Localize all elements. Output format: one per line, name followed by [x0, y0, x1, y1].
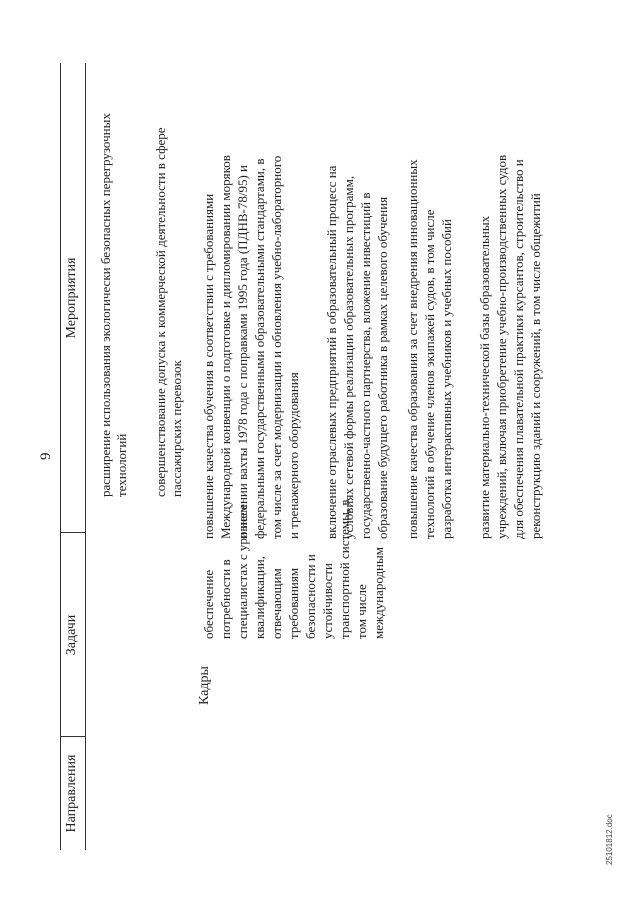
- measure-line: технологий: [114, 433, 129, 497]
- direction-cell: Кадры: [197, 666, 212, 705]
- task-line: требованиям: [286, 567, 301, 639]
- measure-line: и несении вахты 1978 года с поправками 1995 года (ПДНВ-78/95) и: [235, 165, 250, 539]
- measure-line: развитие материально-технической базы образовательных: [477, 215, 492, 539]
- task-line: безопасности и: [303, 554, 318, 639]
- measure-line: для обеспечения плавательной практики курсантов, строительство и: [511, 159, 526, 539]
- task-line: транспортной системы, в: [337, 499, 352, 639]
- page-number: 9: [38, 452, 54, 460]
- measure-line: Международной конвенции о подготовке и дипломировании моряков: [218, 155, 233, 539]
- task-line: отвечающим: [269, 568, 284, 639]
- task-line: квалификации,: [252, 555, 267, 639]
- task-line: обеспечение: [201, 569, 216, 639]
- file-name: 25101812.doc: [605, 814, 614, 865]
- task-line: потребности в: [218, 559, 233, 639]
- task-line: специалистах с уровнем: [235, 504, 250, 639]
- measure-line: федеральными государственными образовательными стандартами, в: [252, 158, 267, 539]
- measure-line: государственно-частного партнерства, вложение инвестиций в: [358, 192, 373, 539]
- measure-line: пассажирских перевозок: [169, 360, 184, 497]
- task-line: том числе: [354, 584, 369, 639]
- measure-line: технологий в обучение членов экипажей судов, в том числе: [422, 209, 437, 539]
- measure-line: реконструкцию зданий и сооружений, в том числе общежитий: [528, 193, 543, 539]
- measure-line: разработка интерактивных учебников и учебных пособий: [439, 219, 454, 539]
- measure-line: учреждений, включая приобретение учебно-производственных судов: [494, 154, 509, 539]
- measure-line: совершенствование допуска к коммерческой деятельности в сфере: [153, 127, 168, 497]
- table-header-divider: [85, 63, 86, 850]
- table-top-border: [60, 63, 61, 850]
- measure-line: повышение качества обучения в соответствии с требованиями: [201, 193, 216, 539]
- measure-line: условиях сетевой формы реализации образовательных программ,: [341, 175, 356, 539]
- measure-line: образование будущего работника в рамках целевого обучения: [375, 196, 390, 539]
- measure-line: включение отраслевых предприятий в образовательный процесс на: [324, 165, 339, 539]
- header-directions: Направления: [64, 754, 79, 833]
- header-measures: Мероприятия: [64, 257, 79, 339]
- task-line: устойчивости: [320, 562, 335, 639]
- task-line: международным: [371, 547, 386, 639]
- measure-line: повышение качества образования за счет внедрения инновационных: [405, 159, 420, 539]
- measure-line: расширение использования экологически безопасных перегрузочных: [98, 113, 113, 497]
- measure-line: том числе за счет модернизации и обновления учебно-лабораторного: [269, 155, 284, 539]
- measure-line: и тренажерного оборудования: [286, 372, 301, 539]
- header-tasks: Задачи: [64, 614, 79, 656]
